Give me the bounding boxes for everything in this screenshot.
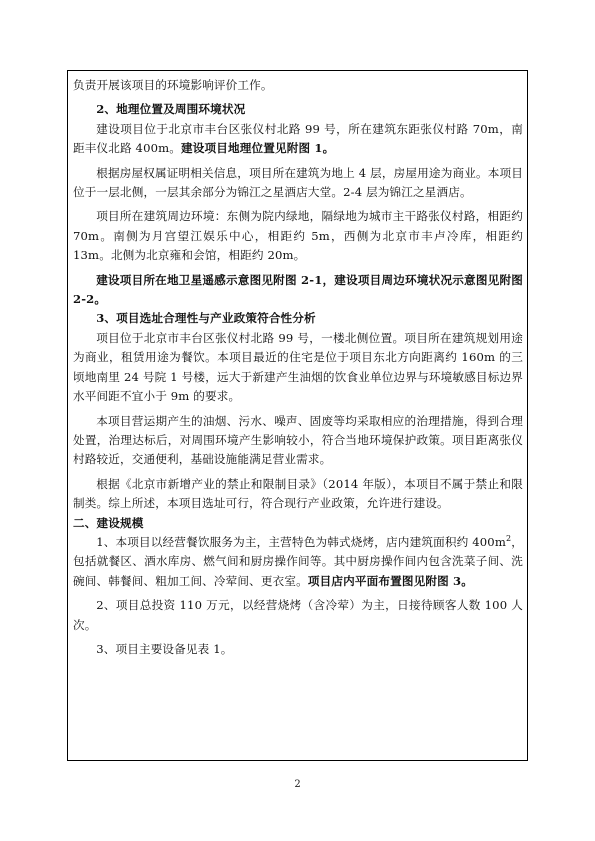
paragraph-site-3: 根据《北京市新增产业的禁止和限制目录》（2014 年版），本项目不属于禁止和限制类。综上所述，本项目选址可行，符合现行产业政策，允许进行建设。 (73, 476, 523, 511)
paragraph-geo-2: 根据房屋权属证明相关信息，项目所在建筑为地上 4 层，房屋用途为商业。本项目位于一层北侧，一层其余部分为锦江之星酒店大堂。2-4 层为锦江之星酒店。 (73, 165, 523, 200)
paragraph-scale-2: 2、项目总投资 110 万元，以经营烧烤（含冷荤）为主，日接待顾客人数 100 人次。 (73, 598, 523, 632)
paragraph-site-2: 本项目营运期产生的油烟、污水、噪声、固废等均采取相应的治理措施，得到合理处置，治理达标后，对周围环境产生影响较小，符合当地环境保护政策。项目距离张仪村路较近，交通便利，基础设施能满足营业需求。 (73, 413, 523, 467)
scale-1-text-b: ，包括就餐区、酒水库房、燃气间和厨房操作间等。其中厨房操作间内包含洗菜子间、洗碗间、韩餐间、粗加工间、冷荤间、更衣室。 (73, 534, 523, 588)
heading-geo-location: 2、地理位置及周围环境状况 (96, 102, 246, 117)
paragraph-geo-1 (73, 120, 523, 159)
paragraph-site-1: 项目位于北京市丰台区张仪村北路 99 号，一楼北侧位置。项目所在建筑规划用途为商业，租赁用途为餐饮。本项目最近的住宅是位于项目东北方向距离约 160m 的三顷地南里 24 号院 1 号楼，远大于新建产生油烟的饮食业单位边界与环境敏感目标边界水平间距不宜小于 9m 的要求。 (73, 330, 523, 404)
paragraph-geo-3: 项目所在建筑周边环境：东侧为院内绿地，隔绿地为城市主干路张仪村路，相距约 70m。南侧为月宫望江娱乐中心，相距约 5m，西侧为北京市丰卢冷库，相距约 13m。北侧为北京雍和会馆，相距约 20m。 (73, 209, 523, 263)
geo-1-text: 建设项目位于北京市丰台区张仪村北路 99 号，所在建筑东距张仪村路 70m，南距丰仪北路 400m。 (73, 121, 523, 156)
paragraph-scale-3: 3、项目主要设备见表 1。 (96, 641, 233, 656)
scale-1-figure-ref: 项目店内平面布置图见附图 3。 (307, 573, 473, 588)
geo-1-figure-ref: 建设项目地理位置见附图 1。 (181, 141, 335, 156)
paragraph-intro: 负责开展该项目的环境影响评价工作。 (73, 78, 273, 92)
scale-1-text-a: 1、本项目以经营餐饮服务为主，主营特色为韩式烧烤，店内建筑面积约 400m (96, 534, 506, 549)
paragraph-geo-figure-refs: 建设项目所在地卫星遥感示意图见附图 2-1，建设项目周边环境状况示意图见附图 2-2。 (73, 272, 523, 307)
heading-construction-scale: 二、建设规模 (73, 515, 144, 530)
page-number: 2 (294, 779, 301, 790)
document-body (73, 76, 523, 659)
scale-1-superscript: 2 (505, 534, 512, 544)
heading-site-analysis: 3、项目选址合理性与产业政策符合性分析 (96, 311, 316, 326)
paragraph-scale-1 (73, 533, 523, 591)
